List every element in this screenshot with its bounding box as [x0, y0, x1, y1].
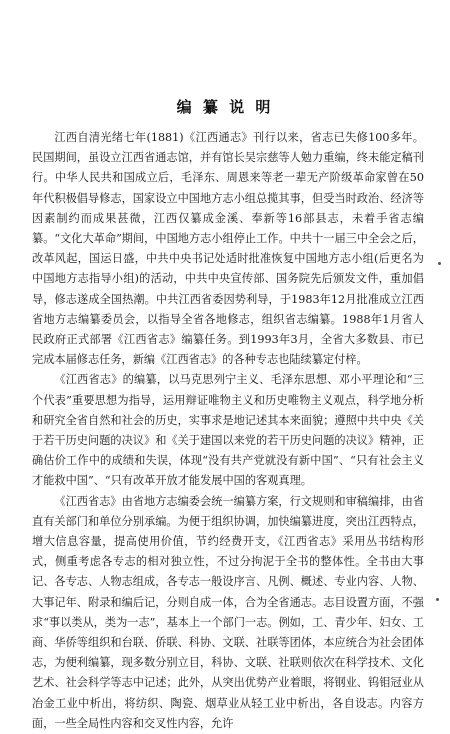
- document-body: [32, 128, 424, 734]
- scan-dot: [436, 598, 439, 601]
- page-title: 编 纂 说 明: [176, 98, 274, 116]
- paragraph-compilation-structure: 《江西省志》由省地方志编委会统一编纂方案，行文规则和审稿编排，由省直有关部门和单位分别承编。为便于组织协调，加快编纂进度，突出江西特点，增大信息容量，提高使用价值，节约经费开支，《江西省志》采用丛书结构形式，侧重考虑各专志的相对独立性，不过分拘泥于全书的整体性。全书由大事记、各专志、人物志组成，各专志一般设序言、凡例、概述、专业内容、人物、大事记年、附录和编后记，分则自成一体，合为全省通志。志目设置方面，不强求“事以类从，类为一志”，基本上一个部门一志。例如，工、青少年、妇女、工商、华侨等组织和台联、侨联、科协、文联、社联等团体，本应统合为社会团体志，为便利编纂，现多数分别立目，科协、文联、社联则依次在科学技术、文化艺术、社会科学等志中记述；此外，从突出优势产业着眼，将钢业、钨钼冠业从冶金工业中析出，将纺织、陶瓷、烟草业从轻工业中析出，各自设志。内容方面，一些全局性内容和交叉性内容，允许: [32, 494, 424, 730]
- paragraph-guiding-principles: 《江西省志》的编纂，以马克思列宁主义、毛泽东思想、邓小平理论和“三个代表”重要思想为指导，运用辩证唯物主义和历史唯物主义观点，科学地分析和研究全省自然和社会的历史，实事求是地记述其本来面貌；遵照中共中央《关于若干历史问题的决议》和《关于建国以来党的若干历史问题的决议》精神，正确估价工作中的成绩和失误，体现“没有共产党就没有新中国”、“只有社会主义才能救中国”、“只有改革开放才能发展中国的客观真理。: [32, 373, 424, 488]
- scan-dot: [438, 262, 441, 265]
- paragraph-history: 江西自清光绪七年(1881)《江西通志》刊行以来，省志已失修100多年。民国期间，虽设立江西省通志馆，并有馆长吴宗慈等人勉力重编，终未能定稿刊行。中华人民共和国成立后，毛泽东、周恩来等老一辈无产阶级革命家曾在50年代积极倡导修志，国家设立中国地方志小组总揽其事，但受当时政治、经济等因素制约而成果甚微，江西仅纂成金溪、奉新等16部县志，未着手省志编纂。“文化大革命”期间，中国地方志小组停止工作。中共十一届三中全会之后，改革风起，国运日盛，中共中央书记处适时批准恢复中国地方志小组(后更名为中国地方志指导小组)的活动，中共中央宣传部、国务院先后颁发文件，重加倡导，修志遂成全国热潮。中共江西省委因势利导，于1983年12月批准成立江西省地方志编纂委员会，以指导全省各地修志，组织省志编纂。1988年1月省人民政府正式部署《江西省志》编纂任务。到1993年3月，全省大多数县、市已完成本届修志任务，新编《江西省志》的各种专志也陆续纂定付梓。: [32, 131, 424, 367]
